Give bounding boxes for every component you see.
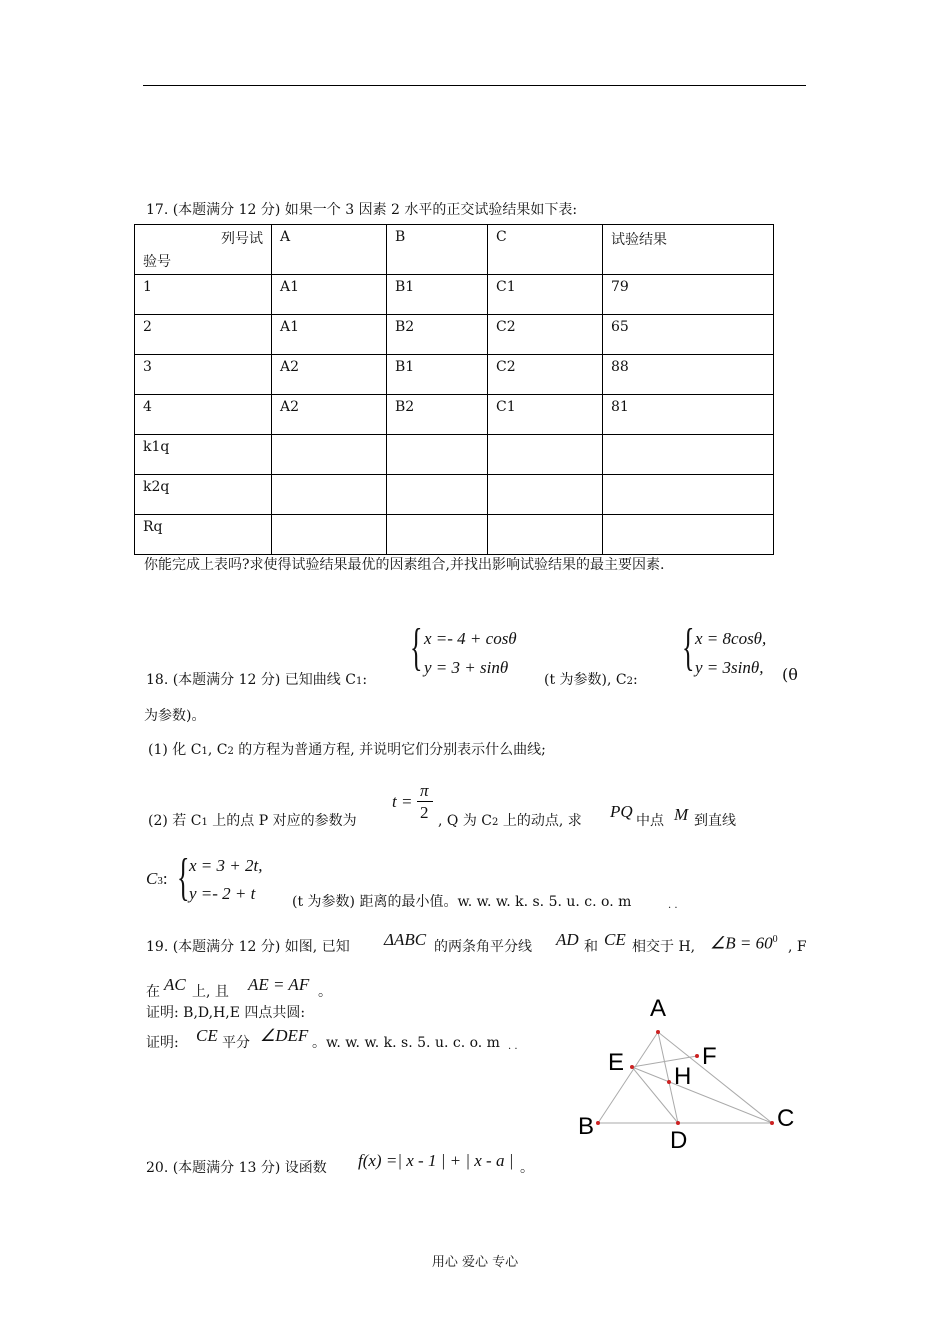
cell: C2 [488,315,603,355]
segment-ed [632,1067,678,1123]
cell: 1 [135,275,272,315]
cell: 65 [603,315,774,355]
q18-part2-c [438,812,582,832]
col-header-c: C [488,225,603,275]
q20-intro: 20. (本题满分 13 分) 设函数 [146,1160,327,1176]
point-a [656,1030,660,1034]
q19-l2-c: 。 [318,984,332,1000]
q18-intro-a: 18. (本题满分 12 分) 已知曲线 C [146,672,356,688]
cell: A2 [272,395,387,435]
q18-part2-f: 到直线 [694,813,736,829]
point-d [676,1121,680,1125]
col-header-a: A [272,225,387,275]
cell: 81 [603,395,774,435]
two-denominator: 2 [420,803,429,822]
q18-part2-a [148,812,357,832]
q19-and: 和 [584,939,598,955]
c1-brace: { [410,619,423,676]
cell [387,475,488,515]
c3-brace: { [177,849,190,906]
point-b [596,1121,600,1125]
table-header-row [135,225,774,275]
cell: A2 [272,355,387,395]
param-note: (t 为参数), C [544,672,627,688]
c3-eq-y: y =- 2 + t [189,884,256,903]
part2-a: (2) 若 C [148,813,202,829]
table-row [135,515,774,555]
q19-proof1: 证明: B,D,H,E 四点共圆: [146,1005,306,1021]
m-symbol: M [674,805,689,824]
cell [488,475,603,515]
label-c: C [777,1105,795,1132]
ad-symbol: AD [556,930,579,949]
part2-d: 上的动点, 求 [498,813,582,829]
q18-part2-e: 中点 [636,813,664,829]
c1-sub: 1 [355,676,363,687]
point-h [667,1080,671,1084]
part1-sub1: 1 [201,746,208,757]
cell: B2 [387,395,488,435]
q19-l2-b: 上, 且 [192,984,229,1000]
degree-sup: 0 [772,934,778,945]
c1-eq-y: y = 3 + sinθ [424,658,509,677]
q17-intro: 17. (本题满分 12 分) 如果一个 3 因素 2 水平的正交试验结果如下表: [146,202,578,218]
angle-b-text: ∠B = 60 [710,933,773,953]
cell: B1 [387,355,488,395]
point-e [630,1065,634,1069]
c2-colon: : [633,672,638,688]
c2-eq-x: x = 8cosθ, [695,629,767,648]
cell: B1 [387,275,488,315]
cell: k1q [135,435,272,475]
label-d: D [670,1127,688,1154]
table-row [135,395,774,435]
label-h: H [674,1063,692,1090]
table-row [135,275,774,315]
q18-param-note [544,671,638,691]
part2-sub1: 1 [201,817,208,828]
triangle-figure [570,990,810,1160]
table-row [135,475,774,515]
cell [387,515,488,555]
ce-symbol: CE [604,930,626,949]
figure-labels [578,995,794,1154]
q19-f-tail: , F [788,939,807,955]
fraction-bar [417,801,433,802]
q20-function: f(x) =| x - 1 | + | x - a | [358,1151,514,1170]
cell [488,515,603,555]
cell: A1 [272,315,387,355]
ce2-symbol: CE [196,1026,218,1045]
cell: 3 [135,355,272,395]
theta-open: (θ [782,665,798,684]
cell: C2 [488,355,603,395]
label-e: E [608,1049,625,1076]
q20-tail: 。 [520,1160,534,1176]
abc-symbol: ΔABC [384,930,427,949]
cell: C1 [488,395,603,435]
ae-af-symbol: AE = AF [248,975,310,994]
q18-part2-g: (t 为参数) 距离的最小值。w. w. w. k. s. 5. u. c. o. m [292,894,632,910]
q19-intro-a: 19. (本题满分 12 分) 如图, 已知 [146,939,350,955]
side-ab [598,1032,658,1123]
c3-letter: C [146,869,158,888]
label-a: A [650,995,667,1022]
angle-b [710,931,778,953]
def-symbol: ∠DEF [260,1026,309,1045]
col-header-b: B [387,225,488,275]
cell: C1 [488,275,603,315]
cell [387,435,488,475]
table-row [135,355,774,395]
cell [272,515,387,555]
q19-proof2-b: 平分 [222,1035,250,1051]
q19-proof2-a: 证明: [146,1035,179,1051]
t-equals: t = [392,792,413,811]
part1-a: (1) 化 C [148,742,202,758]
col-header-result: 试验结果 [603,225,774,275]
cell: k2q [135,475,272,515]
part2-c: , Q 为 C [438,813,492,829]
header-rule [143,85,806,86]
orthogonal-table [134,224,774,555]
part1-b: , C [207,742,228,758]
cell: A1 [272,275,387,315]
c3-label [146,870,168,890]
table-row [135,435,774,475]
q18-part1 [148,741,546,761]
label-b: B [578,1113,595,1140]
pi-symbol: π [420,781,429,800]
pq-symbol: PQ [610,802,633,821]
cell: 2 [135,315,272,355]
point-f [695,1054,699,1058]
q18-intro-b: : [362,672,368,688]
q18-intro [146,671,367,691]
cell: 88 [603,355,774,395]
c3-eq-x: x = 3 + 2t, [189,856,263,875]
point-c [770,1121,774,1125]
part1-c: 的方程为普通方程, 并说明它们分别表示什么曲线; [233,742,546,758]
c2-brace: { [682,619,695,676]
part1-sub2: 2 [227,746,234,757]
cell [603,475,774,515]
cell [603,515,774,555]
corner-cell [135,225,272,275]
c3-sub: 3 [157,875,163,887]
q18-line2: 为参数)。 [144,708,206,724]
q18-dots: . . [668,900,678,911]
ac-symbol: AC [164,975,186,994]
corner-top: 列号试 [221,231,263,247]
q17-footer: 你能完成上表吗?求使得试验结果最优的因素组合,并找出影响试验结果的最主要因素. [144,557,665,573]
corner-bottom: 验号 [143,254,171,270]
part2-b: 上的点 P 对应的参数为 [207,813,357,829]
q19-intro-b: 的两条角平分线 [434,939,532,955]
q19-dots: . . [508,1041,518,1052]
q19-intro-c: 相交于 H, [632,939,696,955]
cell [488,435,603,475]
page-footer: 用心 爱心 专心 [431,1255,519,1270]
c1-eq-x: x =- 4 + cosθ [424,629,517,648]
table-row [135,315,774,355]
q19-proof2-c: 。w. w. w. k. s. 5. u. c. o. m [312,1035,500,1051]
bisector-ce [632,1067,772,1123]
label-f: F [702,1043,717,1070]
q19-l2-a: 在 [146,984,160,1000]
cell: 4 [135,395,272,435]
c3-colon: : [162,869,168,888]
cell: 79 [603,275,774,315]
cell: Rq [135,515,272,555]
part2-sub2: 2 [492,817,499,828]
c2-sub: 2 [626,676,633,687]
cell: B2 [387,315,488,355]
cell [272,475,387,515]
cell [603,435,774,475]
cell [272,435,387,475]
c2-eq-y: y = 3sinθ, [695,658,764,677]
